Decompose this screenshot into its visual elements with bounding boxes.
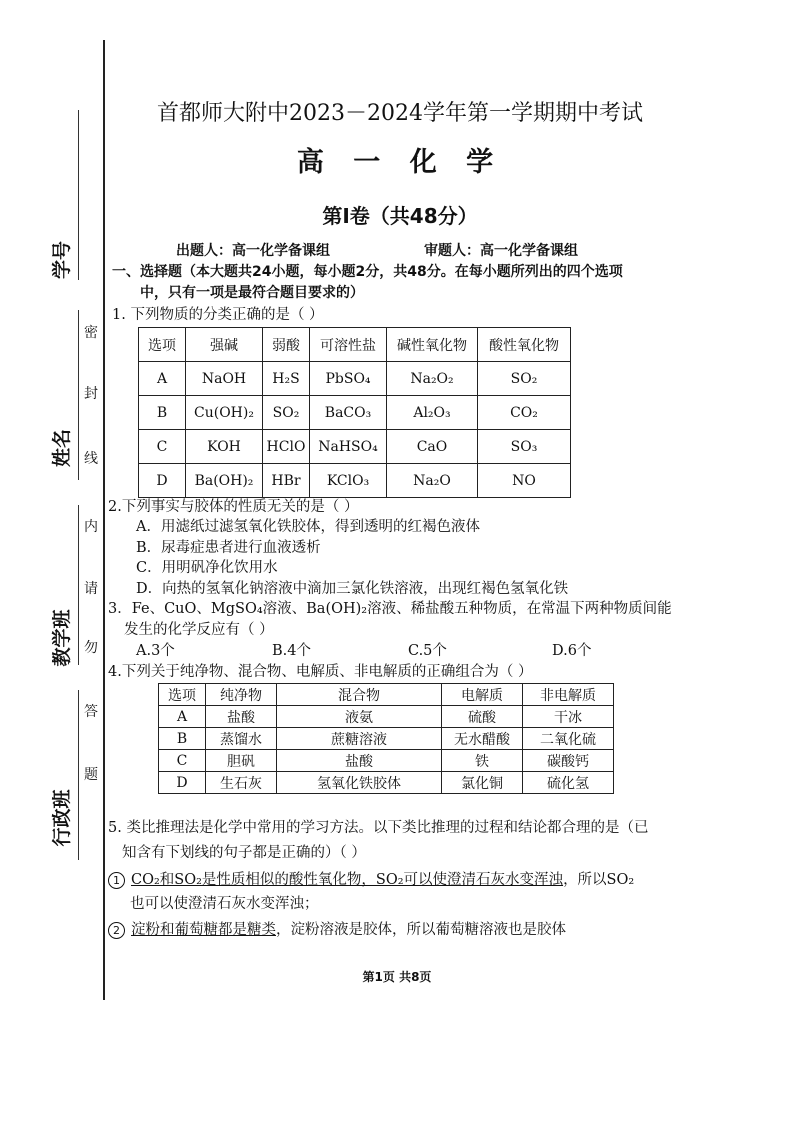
table-cell: 硫化氢 xyxy=(523,772,614,794)
teaching-class-label: 教学班 xyxy=(51,609,73,667)
table-row xyxy=(159,772,614,794)
table-cell: 硫酸 xyxy=(442,706,523,728)
section-heading-line2: 中，只有一项是最符合题目要求的） xyxy=(140,285,364,301)
q3-stem-line1: 3．Fe、CuO、MgSO₄溶液、Ba(OH)₂溶液、稀盐酸五种物质，在常温下两种物质间能 xyxy=(108,601,672,617)
seal-char: 密 xyxy=(84,325,98,341)
table-cell: D xyxy=(159,772,206,794)
table-cell: Na₂O xyxy=(387,464,478,498)
seal-char: 勿 xyxy=(84,640,98,656)
admin-class-line xyxy=(78,690,79,860)
table-header-cell: 电解质 xyxy=(442,684,523,706)
q5-item-2 xyxy=(108,920,566,940)
q3-option-a: A.3个 xyxy=(136,643,175,659)
seal-char: 线 xyxy=(84,451,98,467)
table-cell: 胆矾 xyxy=(206,750,277,772)
q3-option-b: B.4个 xyxy=(272,643,311,659)
q5-stem-line2: 知含有下划线的句子都是正确的）（ ） xyxy=(122,845,366,861)
q2-option-a: A．用滤纸过滤氢氧化铁胶体，得到透明的红褐色液体 xyxy=(136,519,480,535)
table-header-cell: 混合物 xyxy=(277,684,442,706)
table-header-cell: 强碱 xyxy=(186,328,263,362)
table-cell: 干冰 xyxy=(523,706,614,728)
table-cell: Na₂O₂ xyxy=(387,362,478,396)
table-cell: NaHSO₄ xyxy=(310,430,387,464)
table-header-cell: 可溶性盐 xyxy=(310,328,387,362)
table-cell: C xyxy=(159,750,206,772)
table-cell: HClO xyxy=(263,430,310,464)
table-header-row xyxy=(159,684,614,706)
table-cell: NaOH xyxy=(186,362,263,396)
table-cell: A xyxy=(139,362,186,396)
table-cell: 二氧化硫 xyxy=(523,728,614,750)
table-cell: Ba(OH)₂ xyxy=(186,464,263,498)
subject-title: 高 一 化 学 xyxy=(296,147,504,178)
seal-char: 内 xyxy=(84,519,98,535)
q5-item-1 xyxy=(108,870,634,890)
table-row xyxy=(139,464,571,498)
q5-stem-line1: 5. 类比推理法是化学中常用的学习方法。以下类比推理的过程和结论都合理的是（已 xyxy=(108,820,649,836)
q2-option-d: D．向热的氢氧化钠溶液中滴加三氯化铁溶液，出现红褐色氢氧化铁 xyxy=(136,581,569,597)
seal-char: 封 xyxy=(84,386,98,402)
q1-stem: 1. 下列物质的分类正确的是（ ） xyxy=(112,307,324,323)
table-cell: CaO xyxy=(387,430,478,464)
table-cell: H₂S xyxy=(263,362,310,396)
q3-stem-line2: 发生的化学反应有（ ） xyxy=(124,622,274,638)
table-row xyxy=(159,706,614,728)
table-header-cell: 选项 xyxy=(159,684,206,706)
table-header-cell: 纯净物 xyxy=(206,684,277,706)
table-cell: 碳酸钙 xyxy=(523,750,614,772)
table-cell: KClO₃ xyxy=(310,464,387,498)
q1-table xyxy=(138,327,571,498)
table-cell: SO₂ xyxy=(478,362,571,396)
q4-table xyxy=(158,683,614,794)
table-cell: KOH xyxy=(186,430,263,464)
seal-char: 题 xyxy=(84,767,98,783)
seal-char: 答 xyxy=(84,704,98,720)
section-heading-line1: 一、选择题（本大题共24小题，每小题2分，共48分。在每小题所列出的四个选项 xyxy=(112,264,623,280)
table-cell: 蒸馏水 xyxy=(206,728,277,750)
question-reviewer: 审题人：高一化学备课组 xyxy=(424,243,578,259)
table-cell: BaCO₃ xyxy=(310,396,387,430)
table-cell: A xyxy=(159,706,206,728)
table-cell: NO xyxy=(478,464,571,498)
table-header-cell: 选项 xyxy=(139,328,186,362)
q2-option-b: B．尿毒症患者进行血液透析 xyxy=(136,540,321,556)
q2-option-c: C．用明矾净化饮用水 xyxy=(136,560,278,576)
q2-stem: 2.下列事实与胶体的性质无关的是（ ） xyxy=(108,499,359,515)
table-cell: Al₂O₃ xyxy=(387,396,478,430)
table-row xyxy=(159,750,614,772)
binding-line xyxy=(103,40,105,1000)
table-cell: 盐酸 xyxy=(206,706,277,728)
table-header-row xyxy=(139,328,571,362)
underlined-premise: 淀粉和葡萄糖都是糖类 xyxy=(131,922,276,938)
table-header-cell: 碱性氧化物 xyxy=(387,328,478,362)
table-cell: Cu(OH)₂ xyxy=(186,396,263,430)
table-cell: 蔗糖溶液 xyxy=(277,728,442,750)
item-number-badge: 2 xyxy=(108,922,125,939)
seal-char: 请 xyxy=(84,581,98,597)
table-cell: 液氨 xyxy=(277,706,442,728)
table-cell: B xyxy=(139,396,186,430)
table-cell: B xyxy=(159,728,206,750)
table-cell: 氢氧化铁胶体 xyxy=(277,772,442,794)
table-cell: HBr xyxy=(263,464,310,498)
table-cell: 盐酸 xyxy=(277,750,442,772)
volume-title: 第Ⅰ卷（共48分） xyxy=(322,204,478,228)
page-number: 第1页 共8页 xyxy=(362,970,432,984)
name-label: 姓名 xyxy=(51,428,73,467)
table-row xyxy=(159,728,614,750)
underlined-premise: CO₂和SO₂是性质相似的酸性氧化物，SO₂可以使澄清石灰水变浑浊 xyxy=(131,872,564,888)
exam-title: 首都师大附中2023－2024学年第一学期期中考试 xyxy=(157,101,643,126)
table-cell: 无水醋酸 xyxy=(442,728,523,750)
table-cell: C xyxy=(139,430,186,464)
table-row xyxy=(139,430,571,464)
table-cell: SO₃ xyxy=(478,430,571,464)
table-cell: D xyxy=(139,464,186,498)
table-cell: SO₂ xyxy=(263,396,310,430)
table-cell: 生石灰 xyxy=(206,772,277,794)
table-cell: 氯化铜 xyxy=(442,772,523,794)
table-header-cell: 酸性氧化物 xyxy=(478,328,571,362)
q3-option-d: D.6个 xyxy=(552,643,592,659)
q5-item-1-line2: 也可以使澄清石灰水变浑浊； xyxy=(130,896,319,912)
table-row xyxy=(139,396,571,430)
table-header-cell: 弱酸 xyxy=(263,328,310,362)
item-number-badge: 1 xyxy=(108,872,125,889)
conclusion-text: ，淀粉溶液是胶体，所以葡萄糖溶液也是胶体 xyxy=(276,922,566,938)
table-cell: 铁 xyxy=(442,750,523,772)
student-id-label: 学号 xyxy=(51,240,73,279)
table-cell: CO₂ xyxy=(478,396,571,430)
admin-class-label: 行政班 xyxy=(51,789,73,847)
table-row xyxy=(139,362,571,396)
table-header-cell: 非电解质 xyxy=(523,684,614,706)
conclusion-text: ，所以SO₂ xyxy=(563,872,635,888)
q4-stem: 4.下列关于纯净物、混合物、电解质、非电解质的正确组合为（ ） xyxy=(108,664,533,680)
table-cell: PbSO₄ xyxy=(310,362,387,396)
question-setter: 出题人：高一化学备课组 xyxy=(176,243,330,259)
q3-option-c: C.5个 xyxy=(408,643,447,659)
